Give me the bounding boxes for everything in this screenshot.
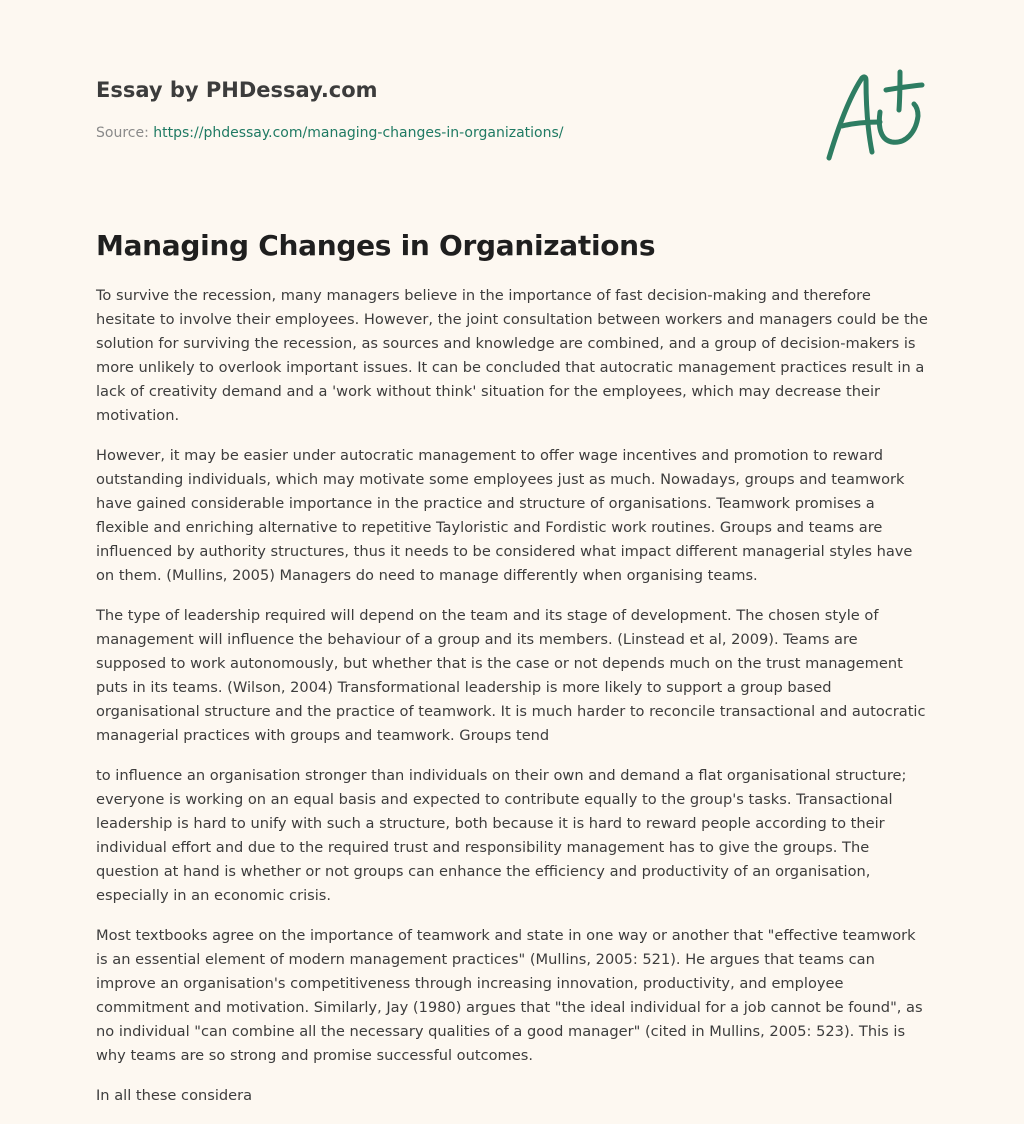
essay-body <box>96 284 930 1124</box>
essay-paragraph-1: To survive the recession, many managers believe in the importance of fast decision-making and therefore hesitate to involve their employees. However, the joint consultation between workers and managers could be the solution for surviving the recession, as sources and knowledge are combined, and a group of decision-makers is more unlikely to overlook important issues. It can be concluded that autocratic management practices result in a lack of creativity demand and a 'work without think' situation for the employees, which may decrease their motivation. <box>96 287 928 424</box>
essay-paragraph-6-truncated: In all these considera <box>96 1087 253 1104</box>
source-link[interactable]: https://phdessay.com/managing-changes-in-organizations/ <box>153 125 564 141</box>
essay-title: Managing Changes in Organizations <box>96 229 656 262</box>
essay-paragraph-4: to influence an organisation stronger than individuals on their own and demand a flat organisational structure; everyone is working on an equal basis and expected to contribute equally to the group's tasks. Transactional leadership is hard to unify with such a structure, both because it is hard to reward people according to their individual effort and due to the required trust and responsibility management has to give the groups. The question at hand is whether or not groups can enhance the efficiency and productivity of an organisation, especially in an economic crisis. <box>96 767 907 904</box>
essay-paragraph-3: The type of leadership required will depend on the team and its stage of development. The chosen style of management will influence the behaviour of a group and its members. (Linstead et al, 2009). Teams are supposed to work autonomously, but whether that is the case or not depends much on the trust management puts in its teams. (Wilson, 2004) Transformational leadership is more likely to support a group based organisational structure and the practice of teamwork. It is much harder to reconcile transactional and autocratic managerial practices with groups and teamwork. Groups tend <box>96 607 926 744</box>
site-title: Essay by PHDessay.com <box>96 78 378 102</box>
source-label: Source: <box>96 125 149 141</box>
essay-header <box>96 76 796 143</box>
source-line <box>96 123 796 143</box>
essay-paragraph-2: However, it may be easier under autocratic management to offer wage incentives and promotion to reward outstanding individuals, which may motivate some employees just as much. Nowadays, groups and teamwork have gained considerable importance in the practice and structure of organisations. Teamwork promises a flexible and enriching alternative to repetitive Tayloristic and Fordistic work routines. Groups and teams are influenced by authority structures, thus it needs to be considered what impact different managerial styles have on them. (Mullins, 2005) Managers do need to manage differently when organising teams. <box>96 447 913 584</box>
a-plus-logo-icon <box>820 66 930 166</box>
essay-paragraph-5: Most textbooks agree on the importance of teamwork and state in one way or another that "effective teamwork is an essential element of modern management practices" (Mullins, 2005: 521). He argues that teams can improve an organisation's competitiveness through increasing innovation, productivity, and employee commitment and motivation. Similarly, Jay (1980) argues that "the ideal individual for a job cannot be found", as no individual "can combine all the necessary qualities of a good manager" (cited in Mullins, 2005: 523). This is why teams are so strong and promise successful outcomes. <box>96 927 923 1064</box>
